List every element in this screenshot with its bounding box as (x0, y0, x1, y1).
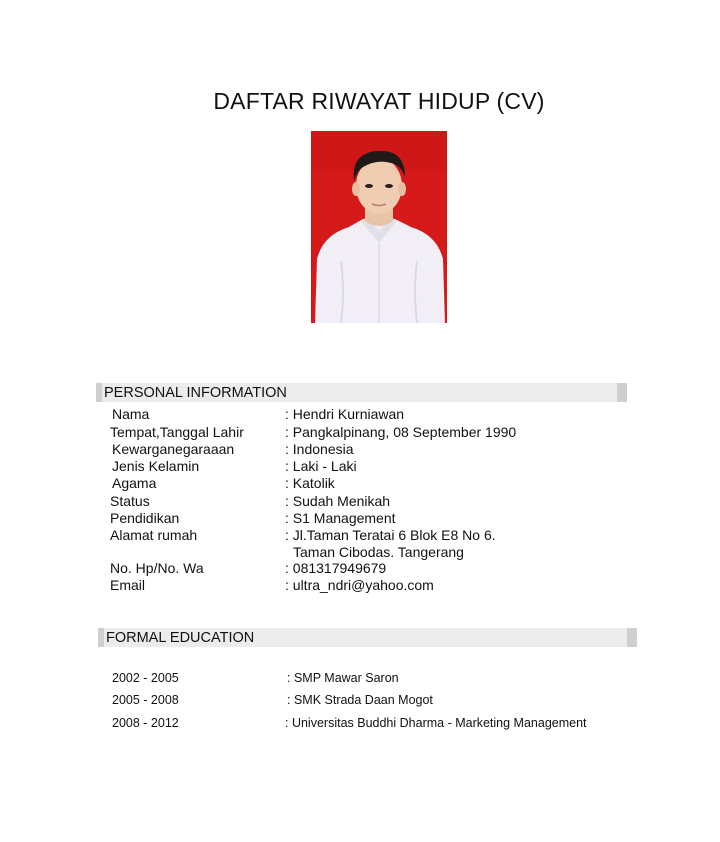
field-value: : S1 Management (285, 510, 396, 526)
field-value: : Hendri Kurniawan (285, 406, 405, 422)
field-label: Pendidikan (110, 510, 180, 526)
formal-education-header (98, 628, 637, 647)
personal-information-header (96, 383, 627, 402)
field-value: : Indonesia (285, 441, 354, 457)
profile-photo (311, 131, 447, 323)
field-value: : Jl.Taman Teratai 6 Blok E8 No 6. (285, 527, 496, 543)
personal-information-heading: PERSONAL INFORMATION (104, 385, 287, 401)
field-value: : Pangkalpinang, 08 September 1990 (285, 424, 517, 440)
field-label: Tempat,Tanggal Lahir (110, 424, 244, 440)
field-label: Email (110, 577, 146, 593)
education-school: : SMP Mawar Saron (287, 671, 399, 685)
field-value: : ultra_ndri@yahoo.com (285, 577, 434, 593)
field-label: Agama (112, 475, 157, 491)
field-label: Status (110, 493, 150, 509)
field-value: : Katolik (285, 475, 335, 491)
education-years: 2005 - 2008 (112, 693, 179, 707)
field-value: : Sudah Menikah (285, 493, 391, 509)
field-value: : 081317949679 (285, 560, 387, 576)
field-label: No. Hp/No. Wa (110, 560, 204, 576)
page-title: DAFTAR RIWAYAT HIDUP (CV) (213, 88, 545, 114)
field-label: Jenis Kelamin (112, 458, 200, 474)
education-years: 2008 - 2012 (112, 716, 179, 730)
field-label: Nama (112, 406, 150, 422)
formal-education-heading: FORMAL EDUCATION (106, 630, 255, 646)
field-label: Alamat rumah (110, 527, 198, 543)
field-label: Kewarganegaraaan (112, 441, 235, 457)
education-school: : SMK Strada Daan Mogot (287, 693, 433, 707)
profile-photo-image (311, 131, 447, 323)
education-school: : Universitas Buddhi Dharma - Marketing Management (285, 716, 587, 730)
section-bar-edge (617, 383, 627, 402)
section-bar-edge (96, 383, 102, 402)
education-years: 2002 - 2005 (112, 671, 179, 685)
field-value: : Laki - Laki (285, 458, 357, 474)
section-bar-edge (98, 628, 104, 647)
section-bar-edge (627, 628, 637, 647)
field-value: Taman Cibodas. Tangerang (293, 544, 464, 560)
